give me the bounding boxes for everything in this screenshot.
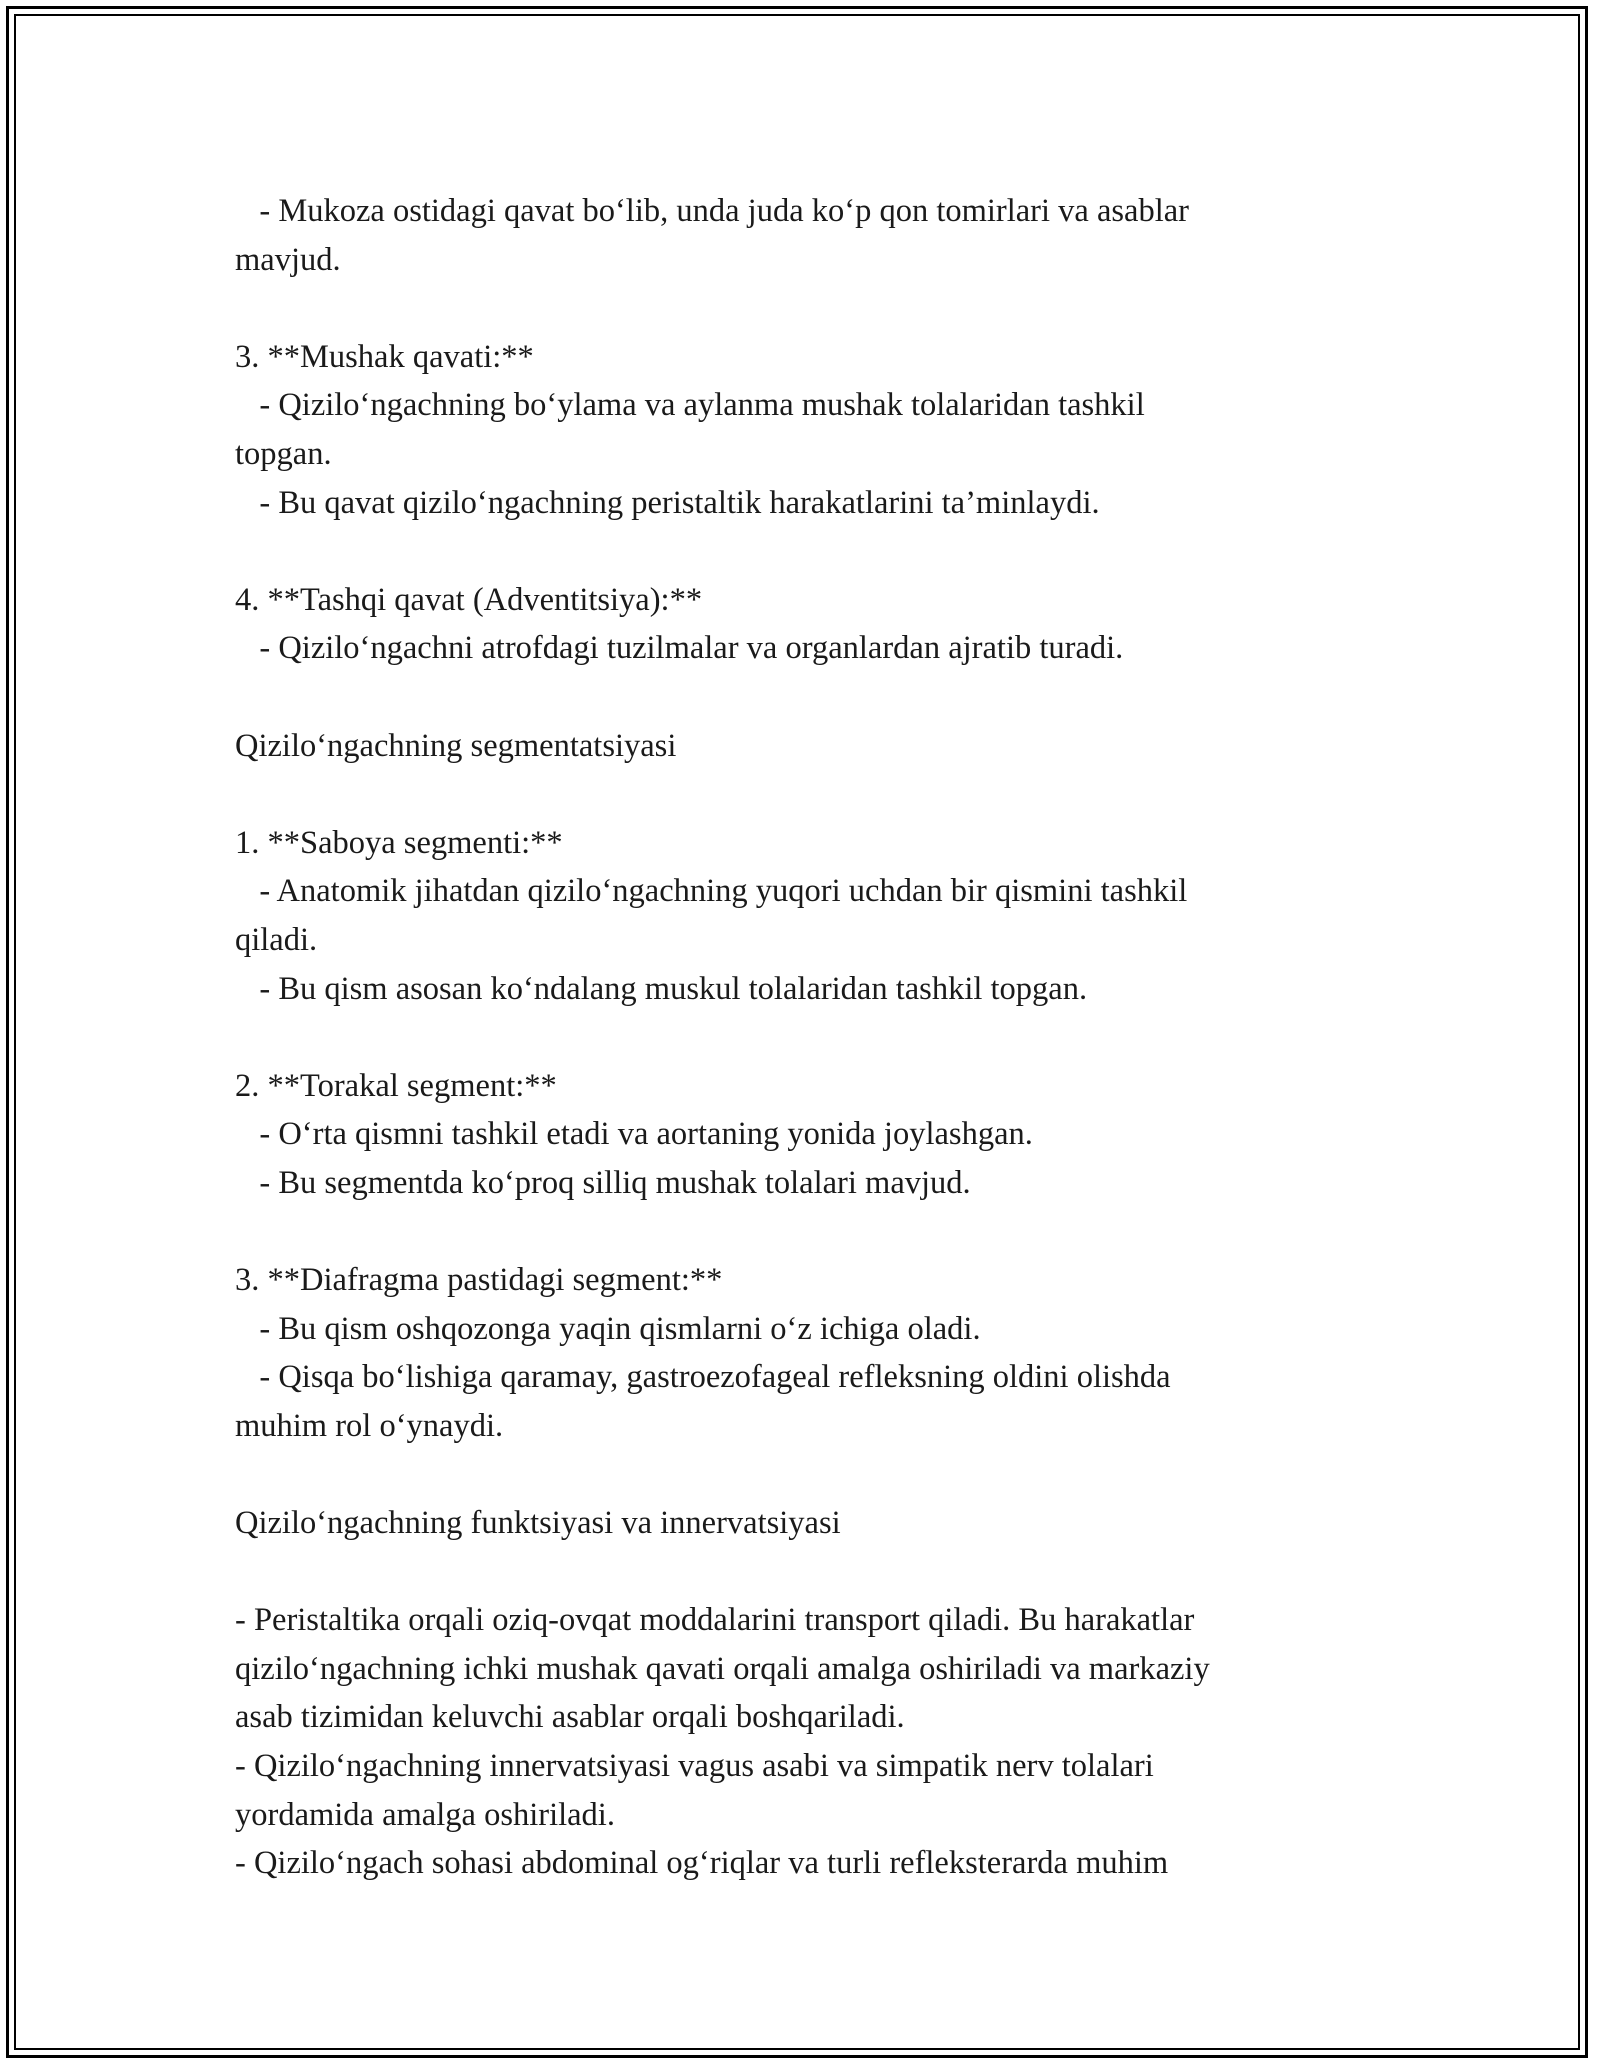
section-title: Qiziloʻngachning segmentatsiyasi bbox=[235, 727, 677, 764]
blank-line bbox=[235, 527, 1365, 576]
blank-line bbox=[235, 1548, 1365, 1597]
blank-line bbox=[235, 770, 1365, 819]
text-line: - Mukoza ostidagi qavat boʻlib, unda juda koʻp qon tomirlari va asablar bbox=[235, 193, 1189, 229]
section-heading: 4. **Tashqi qavat (Adventitsiya):** bbox=[235, 581, 703, 618]
text-line: asab tizimidan keluvchi asablar orqali boshqariladi. bbox=[235, 1699, 905, 1736]
section-heading: 1. **Saboya segmenti:** bbox=[235, 824, 563, 861]
text-line: - Bu segmentda koʻproq silliq mushak tolalari mavjud. bbox=[235, 1164, 971, 1201]
text-line: - Qiziloʻngachning boʻylama va aylanma mushak tolalaridan tashkil bbox=[235, 387, 1145, 424]
blank-line bbox=[235, 673, 1365, 722]
text-line: - Anatomik jihatdan qiziloʻngachning yuqori uchdan bir qismini tashkil bbox=[235, 873, 1188, 910]
text-line: - Qisqa boʻlishiga qaramay, gastroezofageal refleksning oldini olishda bbox=[235, 1359, 1171, 1396]
blank-line bbox=[235, 284, 1365, 333]
document-body bbox=[235, 187, 1365, 1888]
text-line: - Qiziloʻngach sohasi abdominal ogʻriqlar va turli refleksterarda muhim bbox=[235, 1845, 1169, 1882]
text-line: - Oʻrta qismni tashkil etadi va aortaning yonida joylashgan. bbox=[235, 1116, 1033, 1153]
blank-line bbox=[235, 1450, 1365, 1499]
text-line: mavjud. bbox=[235, 241, 341, 278]
text-line: topgan. bbox=[235, 435, 332, 472]
text-line: yordamida amalga oshiriladi. bbox=[235, 1796, 615, 1833]
text-line: - Qiziloʻngachning innervatsiyasi vagus asabi va simpatik nerv tolalari bbox=[235, 1748, 1154, 1784]
text-line: - Peristaltika orqali oziq-ovqat moddalarini transport qiladi. Bu harakatlar bbox=[235, 1602, 1195, 1639]
section-heading: 2. **Torakal segment:** bbox=[235, 1067, 557, 1104]
text-line: qiladi. bbox=[235, 921, 318, 958]
blank-line bbox=[235, 1207, 1365, 1256]
text-line: - Bu qism asosan koʻndalang muskul tolalaridan tashkil topgan. bbox=[235, 970, 1088, 1007]
text-line: - Bu qism oshqozonga yaqin qismlarni oʻz ichiga oladi. bbox=[235, 1310, 981, 1347]
section-heading: 3. **Diafragma pastidagi segment:** bbox=[235, 1262, 723, 1299]
section-title: Qiziloʻngachning funktsiyasi va innervatsiyasi bbox=[235, 1505, 841, 1542]
section-heading: 3. **Mushak qavati:** bbox=[235, 338, 534, 375]
text-line: qiziloʻngachning ichki mushak qavati orqali amalga oshiriladi va markaziy bbox=[235, 1650, 1210, 1687]
text-line: - Qiziloʻngachni atrofdagi tuzilmalar va organlardan ajratib turadi. bbox=[235, 630, 1124, 667]
blank-line bbox=[235, 1013, 1365, 1062]
text-line: - Bu qavat qiziloʻngachning peristaltik harakatlarini ta’minlaydi. bbox=[235, 484, 1100, 521]
text-line: muhim rol oʻynaydi. bbox=[235, 1407, 504, 1444]
